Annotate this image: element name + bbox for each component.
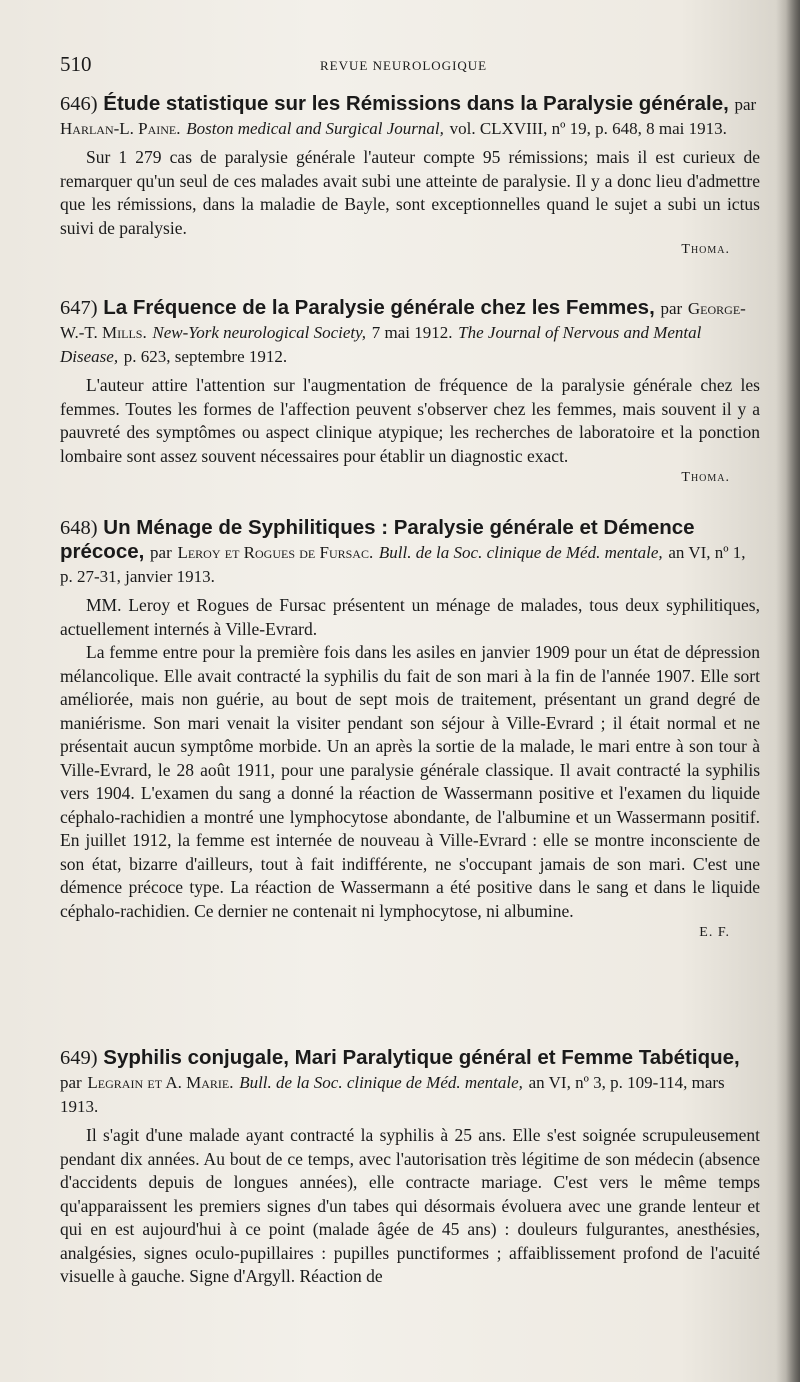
entry-citation: 7 mai 1912. [371,323,453,342]
abstract-entry-648 [60,516,760,941]
entry-by: par [734,95,757,114]
entry-citation-secondary: p. 623, septembre 1912. [123,347,288,366]
entry-source: Bull. de la Soc. clinique de Méd. mentale, [378,543,663,562]
entry-citation: an VI, nº 3, p. 109-114, mars 1913. [60,1073,725,1116]
entry-by: par [660,299,683,318]
entry-signature: Thoma. [681,242,730,257]
entry-heading: Étude statistique sur les Rémissions dans la Paralysie générale, [103,92,729,115]
entry-paragraph: Il s'agit d'une malade ayant contracté la syphilis à 25 ans. Elle s'est soignée scrupuleusement pendant dix années. Au bout de ce temps, avec l'autorisation très légitime de son médecin (absence d'accidents depuis de longues années), elle contracte mariage. C'est vers le même temps qu'apparaissent les premiers signes d'un tabes qui désormais évoluera avec une grande lenteur et qui en est aujourd'hui à ce point (malade âgée de 45 ans) : douleurs fulgurantes, anesthésies, analgésies, signes oculo-pupillaires : pupilles punctiformes ; affaiblissement profond de l'acuité visuelle à gauche. Signe d'Argyll. Réaction de [60,1125,760,1286]
entry-citation: vol. CLXVIII, nº 19, p. 648, 8 mai 1913. [449,119,727,138]
entry-signature: E. F. [699,925,730,940]
entry-signature: Thoma. [681,470,730,485]
entry-by: par [60,1073,82,1092]
abstract-entry-646 [60,92,760,258]
entry-number: 649) [60,1047,98,1069]
entry-authors: George-W.-T. Mills. [60,299,746,342]
entry-authors: Harlan-L. Paine. [60,119,181,138]
entry-authors: Legrain et A. Marie. [87,1073,234,1092]
entry-heading: Syphilis conjugale, Mari Paralytique général et Femme Tabétique, [103,1046,740,1069]
entry-title [60,92,760,140]
running-head [60,52,760,82]
entry-paragraph: La femme entre pour la première fois dans les asiles en janvier 1909 pour un état de dépression mélancolique. Elle avait contracté la syphilis du fait de son mari à la fin de l'année 1907. Elle sort améliorée, mais non guérie, au bout de sept mois de traitement, présentant un grand degré de maniérisme. Son mari venait la visiter pendant son séjour à Ville-Evrard ; il était normal et ne présentait aucun symptôme morbide. Un an après la sortie de la malade, le mari entre à son tour à Ville-Evrard, le 28 août 1911, pour une paralysie générale classique. Il avait contracté la syphilis vers 1904. L'examen du sang a donné la réaction de Wassermann positive et l'examen du liquide céphalo-rachidien a montré une lymphocytose abondante, de l'albumine et un Wassermann positif. En juillet 1912, la femme est internée de nouveau à Ville-Evrard : elle se montre inconsciente de son état, bizarre d'ailleurs, tout à fait indifférente, ne s'occupant jamais de son mari. C'est une démence précoce type. La réaction de Wassermann a été positive dans le sang et dans le liquide céphalo-rachidien. Ce dernier ne contenait ni lymphocytose, ni albumine. [60,642,760,921]
entry-paragraph: Sur 1 279 cas de paralysie générale l'auteur compte 95 rémissions; mais il est curieux de remarquer qu'un seul de ces malades avait subi une atteinte de paralysie. Il y a donc lieu d'admettre que les rémissions, dans la maladie de Bayle, sont exceptionnelles quand le sujet a subi un ictus suivi de paralysie. [60,147,760,238]
abstract-entry-649 [60,1046,760,1289]
journal-title: REVUE NEUROLOGIQUE [320,58,488,73]
entry-citation: an VI, nº 1, p. 27-31, janvier 1913. [60,543,746,586]
entry-source: Bull. de la Soc. clinique de Méd. mentale, [239,1073,523,1092]
entry-by: par [150,543,172,562]
entry-source: New-York neurological Society, [152,323,367,342]
entry-heading: Un Ménage de Syphilitiques : Paralysie générale et Démence précoce, [60,516,695,563]
entry-title [60,1046,760,1118]
entry-authors: Leroy et Rogues de Fursac. [177,543,374,562]
abstract-entry-647 [60,296,760,486]
entry-paragraph: L'auteur attire l'attention sur l'augmentation de fréquence de la paralysie générale chez les femmes. Toutes les formes de l'affection peuvent s'observer chez les femmes, mais souvent il y a pauvreté des symptômes ou aspect clinique atypique; les recherches de laboratoire et la ponction lombaire sont assez souvent nécessaires pour établir un diagnostic exact. [60,375,760,466]
entry-number: 648) [60,517,98,539]
entry-title [60,516,760,588]
entry-number: 646) [60,93,98,115]
entry-title [60,296,760,368]
page-number: 510 [60,52,92,76]
entry-paragraph: MM. Leroy et Rogues de Fursac présentent un ménage de malades, tous deux syphilitiques, actuellement internés à Ville-Evrard. [60,595,760,639]
entry-heading: La Fréquence de la Paralysie générale chez les Femmes, [103,296,655,319]
entry-number: 647) [60,297,98,319]
entry-source-secondary: The Journal of Nervous and Mental Disease, [60,323,702,366]
entry-source: Boston medical and Surgical Journal, [186,119,444,138]
